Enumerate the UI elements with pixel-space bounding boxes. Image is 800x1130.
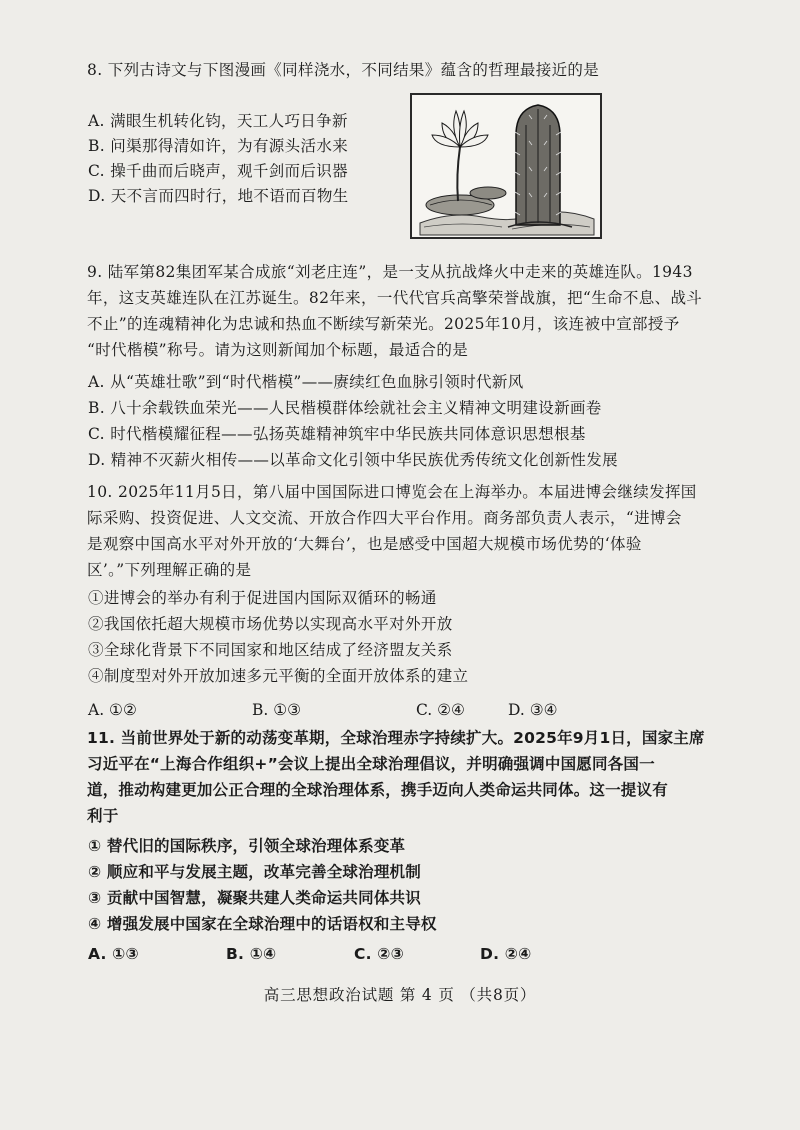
cartoon-drawing: [412, 95, 600, 237]
q8-option-b: B. 问渠那得清如许，为有源头活水来: [88, 137, 349, 155]
q11-stem-line-4: 利于: [87, 807, 119, 825]
q8-option-d: D. 天不言而四时行，地不语而百物生: [88, 187, 349, 205]
q9-option-b: B. 八十余载铁血荣光——人民楷模群体绘就社会主义精神文明建设新画卷: [88, 399, 602, 417]
q10-choice-b: B. ①③: [252, 701, 302, 719]
cartoon-lotus-cactus: [410, 93, 602, 239]
q11-statement-1: ① 替代旧的国际秩序，引领全球治理体系变革: [88, 837, 406, 855]
q10-choice-a: A. ①②: [88, 701, 137, 719]
q10-statement-4: ④制度型对外开放加速多元平衡的全面开放体系的建立: [88, 667, 469, 685]
q10-statement-2: ②我国依托超大规模市场优势以实现高水平对外开放: [88, 615, 453, 633]
q10-statement-1: ①进博会的举办有利于促进国内国际双循环的畅通: [88, 589, 437, 607]
q11-statement-4: ④ 增强发展中国家在全球治理中的话语权和主导权: [88, 915, 437, 933]
q10-stem-line-4: 区’。”下列理解正确的是: [87, 561, 252, 579]
q8-stem: 8. 下列古诗文与下图漫画《同样浇水，不同结果》蕴含的哲理最接近的是: [87, 61, 600, 79]
q9-option-c: C. 时代楷模耀征程——弘扬英雄精神筑牢中华民族共同体意识思想根基: [88, 425, 586, 443]
page-footer: 高三思想政治试题 第 4 页 （共8页）: [263, 986, 537, 1004]
q10-stem-line-1: 10. 2025年11月5日，第八届中国国际进口博览会在上海举办。本届进博会继续发挥国: [87, 483, 697, 501]
q9-option-d: D. 精神不灭薪火相传——以革命文化引领中华民族优秀传统文化创新性发展: [88, 451, 618, 469]
q11-choice-c: C. ②③: [354, 945, 404, 963]
q10-statement-3: ③全球化背景下不同国家和地区结成了经济盟友关系: [88, 641, 453, 659]
q10-choice-d: D. ③④: [508, 701, 558, 719]
q8-option-a: A. 满眼生机转化钧，天工人巧日争新: [88, 112, 348, 130]
q11-stem-line-2: 习近平在“上海合作组织+”会议上提出全球治理倡议，并明确强调中国愿同各国一: [87, 755, 655, 773]
q9-stem-line-4: “时代楷模”称号。请为这则新闻加个标题，最适合的是: [87, 341, 469, 359]
q9-stem-line-1: 9. 陆军第82集团军某合成旅“刘老庄连”，是一支从抗战烽火中走来的英雄连队。1943: [87, 263, 693, 281]
q10-stem-line-3: 是观察中国高水平对外开放的‘大舞台’，也是感受中国超大规模市场优势的‘体验: [87, 535, 642, 553]
q11-stem-line-3: 道，推动构建更加公正合理的全球治理体系，携手迈向人类命运共同体。这一提议有: [87, 781, 668, 799]
q9-stem-line-2: 年，这支英雄连队在江苏诞生。82年来，一代代官兵高擎荣誉战旗，把“生命不息、战斗: [87, 289, 703, 307]
q11-statement-3: ③ 贡献中国智慧，凝聚共建人类命运共同体共识: [88, 889, 421, 907]
q9-stem-line-3: 不止”的连魂精神化为忠诚和热血不断续写新荣光。2025年10月，该连被中宣部授予: [87, 315, 680, 333]
q10-choice-c: C. ②④: [416, 701, 465, 719]
q11-statement-2: ② 顺应和平与发展主题，改革完善全球治理机制: [88, 863, 421, 881]
q8-option-c: C. 操千曲而后晓声，观千剑而后识器: [88, 162, 348, 180]
q11-stem-line-1: 11. 当前世界处于新的动荡变革期，全球治理赤字持续扩大。2025年9月1日，国家主席: [87, 729, 705, 747]
q11-choice-b: B. ①④: [226, 945, 277, 963]
q10-stem-line-2: 际采购、投资促进、人文交流、开放合作四大平台作用。商务部负责人表示，“进博会: [87, 509, 682, 527]
q9-option-a: A. 从“英雄壮歌”到“时代楷模”——赓续红色血脉引领时代新风: [88, 373, 524, 391]
q11-choice-a: A. ①③: [88, 945, 139, 963]
q11-choice-d: D. ②④: [480, 945, 532, 963]
